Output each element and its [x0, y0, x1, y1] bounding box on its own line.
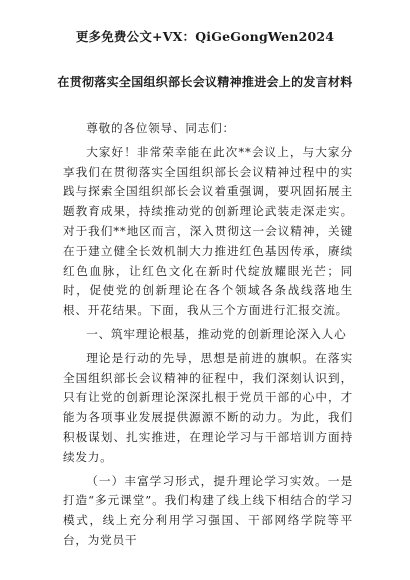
document-header: 更多免费公文+VX：QiGeGongWen2024 [75, 29, 335, 44]
paragraph: 大家好！非常荣幸能在此次**会议上，与大家分享我们在贯彻落实全国组织部长会议精神过程中的实践与探索全国组织部长会议着重强调，要巩固拓展主题教育成果，持续推动党的创新理论武装走深走实。对于我们**地区而言，深入贯彻这一会议精神，关键在于建立健全长效机制大力推进红色基因传承，赓续红色血脉，让红色文化在新时代绽放耀眼光芒；同时，促使党的创新理论在各个领域各条战线落地生根、开花结果。下面，我从三个方面进行汇报交流。 [63, 144, 353, 318]
paragraph: 理论是行动的先导，思想是前进的旗帜。在落实全国组织部长会议精神的征程中，我们深刻认识到，只有让党的创新理论深深扎根于党员干部的心中，才能为各项事业发展提供源源不断的动力。为此，我们积极谋划、扎实推进，在理论学习与干部培训方面持续发力。 [63, 350, 353, 464]
document-title: 在贯彻落实全国组织部长会议精神推进会上的发言材料 [57, 75, 353, 89]
document-body [63, 119, 353, 555]
greeting-line: 尊敬的各位领导、同志们： [86, 121, 235, 135]
paragraph: （一）丰富学习形式，提升理论学习实效。一是打造“多元课堂”。我们构建了线上线下相结合的学习模式，线上充分利用学习强国、干部网络学院等平台，为党员干 [63, 473, 353, 547]
section-heading: 一、筑牢理论根基，推动党的创新理论深入人心 [86, 326, 347, 341]
